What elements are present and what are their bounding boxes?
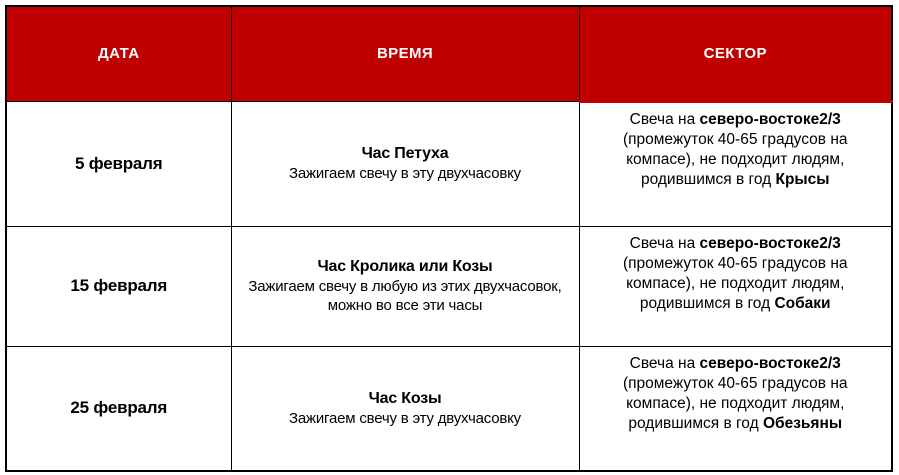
header-cell-sector: СЕКТОР	[579, 6, 892, 101]
sector-text	[586, 234, 886, 314]
time-description: Зажигаем свечу в эту двухчасовку	[289, 165, 521, 182]
sector-line: родившимся в год Обезьяны	[628, 414, 843, 432]
sector-line: Свеча на северо-востоке2/3	[629, 110, 841, 128]
sector-line: Свеча на северо-востоке2/3	[629, 234, 841, 252]
sector-line: родившимся в год Собаки	[639, 294, 831, 312]
header-row	[6, 6, 892, 101]
sector-line: компасе), не подходит людям,	[626, 394, 845, 412]
time-title: Час Кролика или Козы	[317, 258, 493, 275]
sector-line: (промежуток 40-65 градусов на	[622, 254, 848, 272]
sector-line: (промежуток 40-65 градусов на	[622, 374, 848, 392]
sector-text	[586, 354, 886, 434]
sector-cell	[579, 346, 892, 471]
header-cell-date: ДАТА	[6, 6, 231, 101]
sector-line: Свеча на северо-востоке2/3	[629, 354, 841, 372]
document-page	[5, 5, 893, 472]
sector-line: родившимся в год Крысы	[640, 170, 830, 188]
time-description: Зажигаем свечу в любую из этих двухчасовок, можно во все эти часы	[248, 278, 562, 314]
candle-schedule-table	[5, 5, 893, 472]
date-cell: 15 февраля	[6, 226, 231, 346]
table-row	[6, 226, 892, 346]
sector-line: компасе), не подходит людям,	[626, 150, 845, 168]
table-row	[6, 346, 892, 471]
time-title: Час Козы	[368, 389, 442, 407]
time-cell	[231, 101, 579, 226]
date-cell: 25 февраля	[6, 346, 231, 471]
time-description: Зажигаем свечу в эту двухчасовку	[289, 409, 521, 427]
time-title: Час Петуха	[361, 145, 449, 162]
sector-cell	[579, 226, 892, 346]
sector-line: (промежуток 40-65 градусов на	[622, 130, 848, 148]
time-cell	[231, 226, 579, 346]
table-row	[6, 101, 892, 226]
sector-text	[586, 110, 886, 190]
header-cell-time: ВРЕМЯ	[231, 6, 579, 101]
sector-line: компасе), не подходит людям,	[626, 274, 845, 292]
sector-cell	[579, 101, 892, 226]
date-cell: 5 февраля	[6, 101, 231, 226]
time-cell	[231, 346, 579, 471]
